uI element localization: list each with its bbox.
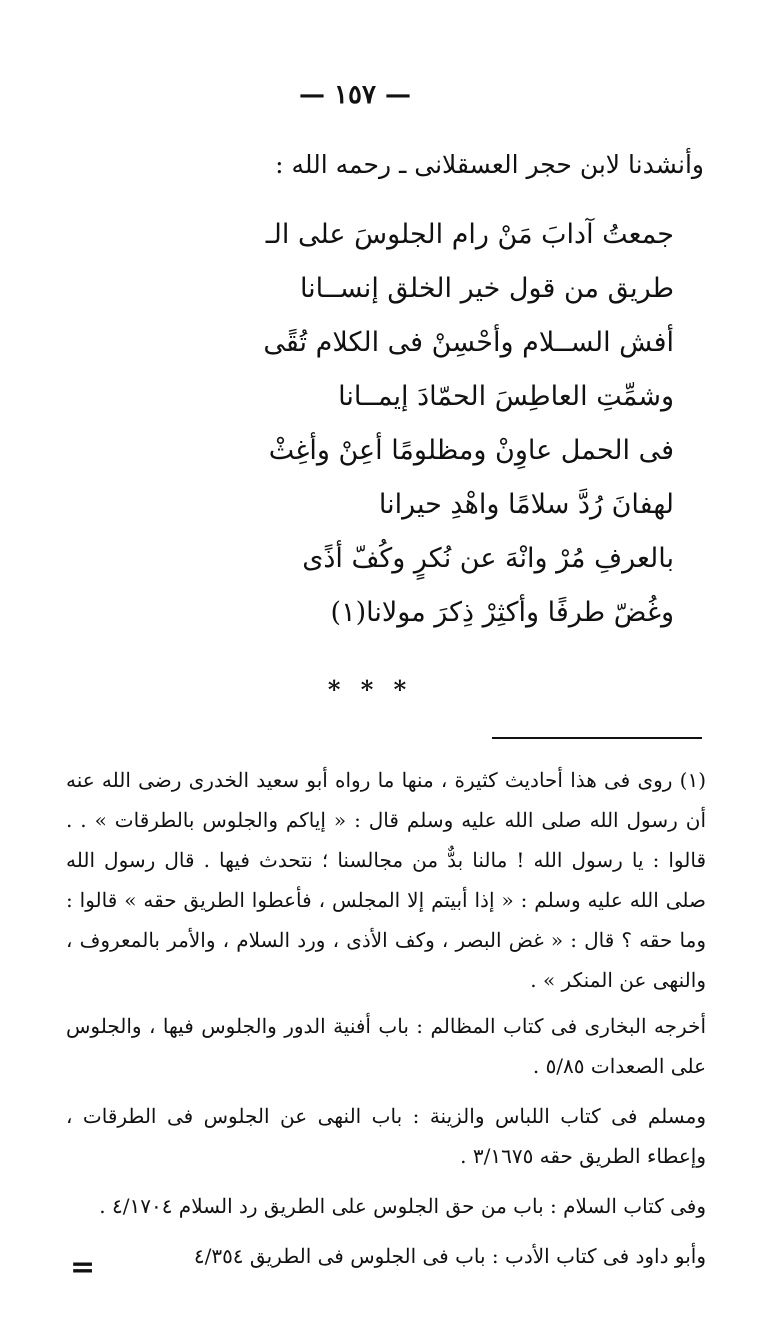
poem-line: أفش الســلام وأحْسِنْ فى الكلام تُقًى bbox=[263, 327, 674, 358]
poem-line: وغُضّ طرفًا وأكثِرْ ذِكرَ مولانا(١) bbox=[330, 597, 674, 628]
footnote-divider bbox=[492, 737, 702, 739]
continuation-mark: = bbox=[70, 1250, 96, 1285]
footnotes bbox=[66, 760, 706, 1286]
poem-line: وشمِّتِ العاطِسَ الحمّادَ إيمــانا bbox=[338, 381, 674, 412]
poem-line: بالعرفِ مُرْ وانْهَ عن نُكرٍ وكُفّ أذًى bbox=[302, 543, 674, 574]
page-number: — ١٥٧ — bbox=[298, 80, 412, 110]
footnote-reference: ومسلم فى كتاب اللباس والزينة : باب النهى عن الجلوس فى الطرقات ، وإعطاء الطريق حقه ٣/١٦٧٥ . bbox=[66, 1104, 706, 1168]
footnote-reference: وفى كتاب السلام : باب من حق الجلوس على الطريق رد السلام ٤/١٧٠٤ . bbox=[99, 1194, 706, 1218]
section-separator: * * * bbox=[327, 675, 413, 704]
poem bbox=[74, 208, 674, 640]
poem-introduction: وأنشدنا لابن حجر العسقلانى ـ رحمه الله : bbox=[275, 150, 704, 179]
poem-line: جمعتُ آدابَ مَنْ رام الجلوسَ على الـ bbox=[265, 219, 674, 250]
poem-line: طريق من قول خير الخلق إنســانا bbox=[299, 273, 674, 304]
footnote-reference: وأبو داود فى كتاب الأدب : باب فى الجلوس فى الطريق ٤/٣٥٤ bbox=[193, 1244, 706, 1268]
footnote-reference: أخرجه البخارى فى كتاب المظالم : باب أفنية الدور والجلوس فيها ، والجلوس على الصعدات ٥/٨٥ . bbox=[66, 1014, 706, 1078]
footnote-text: (١) روى فى هذا أحاديث كثيرة ، منها ما رواه أبو سعيد الخدرى رضى الله عنه أن رسول الله صلى الله عليه وسلم قال : « إياكم والجلوس بالطرقات » . . قالوا : يا رسول الله ! مالنا بدٌّ من مجالسنا ؛ نتحدث فيها . قال رسول الله صلى الله عليه وسلم : « إذا أبيتم إلا المجلس ، فأعطوا الطريق حقه » قالوا : وما حقه ؟ قال : « غض البصر ، وكف الأذى ، ورد السلام ، والأمر بالمعروف ، والنهى عن المنكر » . bbox=[66, 768, 706, 992]
poem-line: لهفانَ رُدَّ سلامًا واهْدِ حيرانا bbox=[378, 489, 674, 520]
poem-line: فى الحمل عاوِنْ ومظلومًا أعِنْ وأغِثْ bbox=[268, 435, 674, 466]
